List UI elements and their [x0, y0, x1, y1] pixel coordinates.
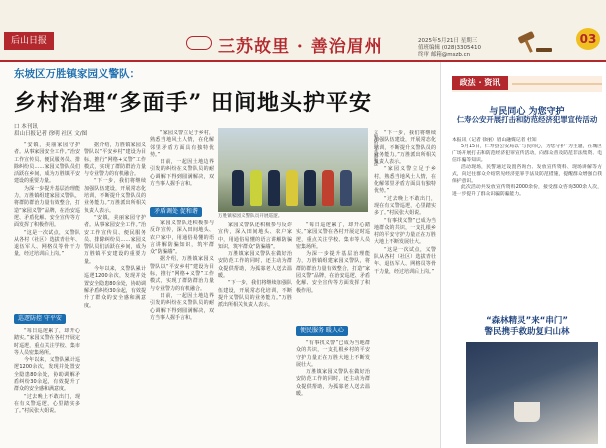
text-column-5b [296, 340, 370, 444]
paragraph: 据介绍，万胜镇家园义警队以“平安乡村”建设为目标，推行“网格+义警”工作模式，实现了群防群治力量与专业警力的有机融合。 [84, 142, 146, 178]
right-body [452, 144, 602, 314]
rescue-photo [466, 342, 598, 444]
subhead: 矛盾调处 促和谐 [150, 207, 202, 217]
paragraph: 日前，一起因土地边界引发的纠纷在义警队员的耐心调解下得到圆满解决，双方当事人握手言和。 [150, 292, 214, 321]
volunteer-figure [286, 170, 298, 206]
paragraph: 5月15日，仁寿县公安局以“与民同心，为您守护”为主题，在城区广场开展打击和防范经济犯罪宣传活动，向群众普及防范非法集资、电信诈骗等知识。 [452, 144, 602, 163]
subhead: 便民服务 暖人心 [296, 326, 348, 336]
paragraph: 日前，一起因土地边界引发的纠纷在义警队员的耐心调解下得到圆满解决，双方当事人握手言和。 [150, 159, 214, 188]
text-column-5 [296, 222, 370, 322]
paragraph: 家园义警队还积极参与反诈宣传，深入田间地头、农户家中，用通俗易懂的语言讲解防骗知识，筑牢群众“防骗墙”。 [218, 222, 292, 250]
story-byline [14, 124, 87, 138]
date-line: 2025年5月21日 星期三 [418, 38, 478, 44]
review-line: 终审 邮箱@mszb.cn [418, 52, 471, 58]
paragraph: “安镇，美丽家园守护者。从事家园安全工作。”治安工作宣传员、便民服务员、排除纠纷员……家园义警队员们活跃在乡间，成为万胜镇平安建设的重要力量。 [14, 142, 80, 185]
text-column-1b [14, 328, 80, 444]
paragraph: 万胜镇家园义警队在做好治安防范工作的同时，还主动为群众提供帮助，为孤寡老人送去温暖。 [296, 369, 370, 398]
paragraph: “家园义警立足于乡村，熟悉当地风土人情，在化解邻里矛盾方面具有独特优势。” [150, 130, 214, 158]
paragraph: “安镇，美丽家园守护者。从事家园安全工作。”治安工作宣传员、便民服务员、排除纠纷员……家园义警队员们活跃在乡间，成为万胜镇平安建设的重要力量。 [84, 214, 146, 265]
text-column-2 [84, 142, 146, 444]
story-headline: 乡村治理“多面手” 田间地头护平安 [14, 90, 372, 116]
officer-figure [232, 170, 244, 206]
paragraph: “有事找义警”已成为当地群众的共识，一支扎根乡村的平安守护力量正在万胜大地上不断发展壮大。 [374, 217, 436, 246]
paragraph: “过去晚上不敢出门，现在有义警巡逻，心里踏实多了。”村民张大姐说。 [374, 195, 436, 217]
paragraph: 万胜镇家园义警队在做好治安防范工作的同时，还主动为群众提供帮助，为孤寡老人送去温暖。 [218, 251, 292, 280]
paragraph: 今年以来，义警队累计巡逻1200余次，发现并处置安全隐患80余处，协助调解矛盾纠纷30余起，有效提升了群众的安全感和满意度。 [84, 266, 146, 309]
paragraph: “这是一次试点，义警队从各村（社区）选拔青壮年、退伍军人、网格员等骨干力量，经过培训后上岗。” [374, 246, 436, 275]
volunteer-figure [250, 170, 262, 206]
paragraph: 此次活动共发放宣传资料2000余份，接受群众咨询300余人次，进一步提升了群众识骗防骗能力。 [452, 185, 602, 198]
paragraph: “每日巡逻累了，却开心踏实。”家园义警在各村开展定时巡逻，重点关注学校、集市等人员密集场所。 [14, 328, 80, 356]
photo-caption: 万胜镇家园义警队员开展巡逻。 [218, 214, 283, 219]
paragraph: “这是一次试点，义警队从各村（社区）选拔青壮年、退伍军人、网格员等骨干力量，经过培训后上岗。” [14, 229, 80, 258]
byline-line: 眉山日报记者 徐明 社区 文/图 [14, 131, 88, 137]
paragraph: 活动现场，民警通过设置咨询台、发放宣传资料、现场讲解等方式，向过往群众介绍常见经济犯罪手法及防范措施，提醒群众增强自我保护意识。 [452, 164, 602, 184]
seal-icon [186, 36, 212, 50]
paragraph: 家园义警队还积极参与反诈宣传，深入田间地头、农户家中，用通俗易懂的语言讲解防骗知识，筑牢群众“防骗墙”。 [150, 220, 214, 256]
paragraph: “下一步，我们将继续加强队伍建设，开展常态化培训，不断提升义警队员的业务能力。”万胜派出所相关负责人表示。 [374, 130, 436, 166]
paragraph: “每日巡逻累了，却开心踏实。”家园义警在各村开展定时巡逻，重点关注学校、集市等人员密集场所。 [296, 222, 370, 250]
text-column-4 [218, 222, 292, 444]
right-byline: 本报讯（记者 徐丽）眉山融媒记者 杜知 [452, 138, 537, 143]
right-headline: 与民同心 为您守护 [489, 107, 565, 117]
volunteer-figure [322, 170, 334, 206]
patrol-photo [218, 128, 368, 212]
subhead: 巡逻防控 守平安 [14, 314, 66, 324]
right-subheadline: 仁寿公安开展打击和防范经济犯罪宣传活动 [456, 115, 598, 124]
page-number: 03 [576, 28, 600, 50]
paragraph: 据介绍，万胜镇家园义警队以“平安乡村”建设为目标，推行“网格+义警”工作模式，实现了群防群治力量与专业警力的有机融合。 [150, 256, 214, 292]
photo-vertical-caption: 义警队员开展巡逻 [373, 130, 378, 166]
byline-line: 口 本刊讯 [14, 124, 38, 130]
gavel-icon [514, 30, 554, 54]
paragraph: “下一步，我们将继续加强队伍建设，开展常态化培训，不断提升义警队员的业务能力。”万胜派出所相关负责人表示。 [84, 178, 146, 214]
right-second-headline: “森林精灵”来“串门” 警民携手救助复归山林 [484, 316, 570, 337]
text-column-3b [150, 220, 214, 444]
story-kicker: 东坡区万胜镇家园义警队： [14, 68, 140, 80]
text-column-1 [14, 142, 80, 312]
section-tag: 政法 · 资讯 [452, 76, 508, 90]
newspaper-logo: 后山日报 [4, 32, 54, 50]
officer-figure [304, 170, 316, 206]
paragraph: “有事找义警”已成为当地群众的共识，一支扎根乡村的平安守护力量正在万胜大地上不断发展壮大。 [296, 340, 370, 368]
paragraph: “过去晚上不敢出门，现在有义警巡逻，心里踏实多了。”村民张大姐说。 [14, 393, 80, 415]
editor-line: 值班编辑 (028)3305410 [418, 45, 482, 51]
container-figure [514, 402, 540, 422]
masthead [0, 0, 606, 62]
series-title: 三苏故里 · 善治眉州 [218, 37, 383, 57]
text-column-3 [150, 130, 214, 204]
paragraph: 今年以来，义警队累计巡逻1200余次，发现并处置安全隐患80余处，协助调解矛盾纠纷30余起，有效提升了群众的安全感和满意度。 [14, 357, 80, 393]
text-column-6 [374, 130, 436, 444]
date-block [418, 38, 481, 59]
paragraph: “下一步，我们将继续加强队伍建设，开展常态化培训，不断提升义警队员的业务能力。”万胜派出所相关负责人表示。 [218, 280, 292, 309]
paragraph: 为深一步提升基层治理能力，万胜镇组建家园义警队，将群防群治力量有效整合，打造“家园义警”品牌，在治安巡逻、矛盾化解、安全宣传等方面发挥了积极作用。 [14, 185, 80, 229]
villager-figure [340, 170, 352, 206]
paragraph: “家园义警立足于乡村，熟悉当地风土人情，在化解邻里矛盾方面具有独特优势。” [374, 166, 436, 195]
paragraph: 为深一步提升基层治理能力，万胜镇组建家园义警队，将群防群治力量有效整合，打造“家园义警”品牌，在治安巡逻、矛盾化解、安全宣传等方面发挥了积极作用。 [296, 251, 370, 294]
officer-figure [268, 170, 280, 206]
